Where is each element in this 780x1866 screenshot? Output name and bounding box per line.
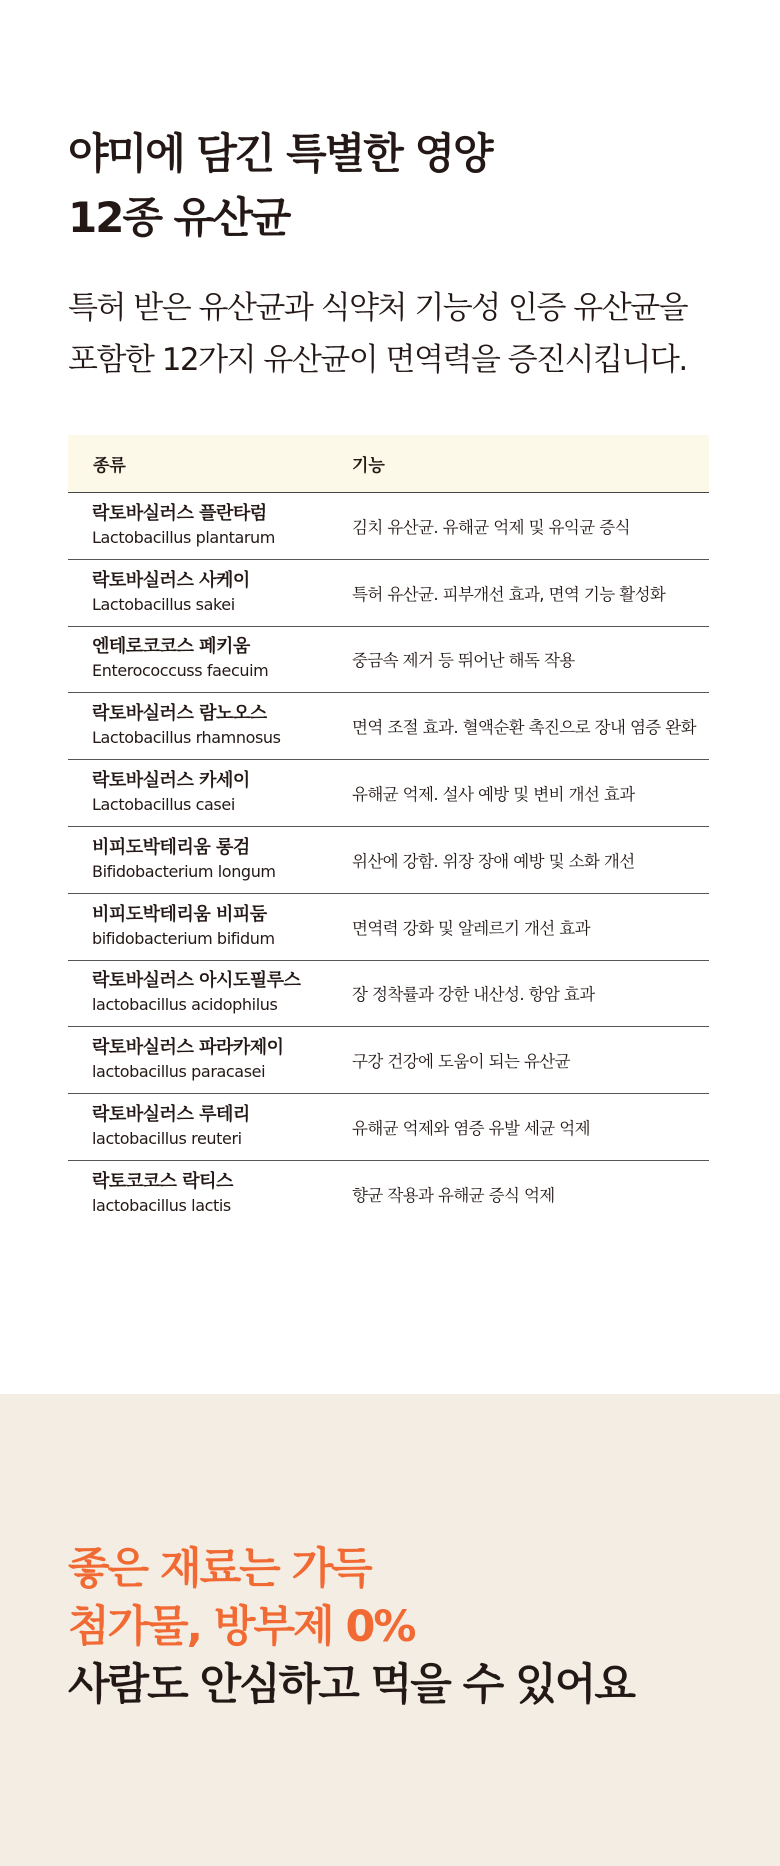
- strain-korean-name: 락토바실러스 카세이: [92, 770, 250, 792]
- promo-line-3: 사람도 안심하고 먹을 수 있어요: [68, 1660, 634, 1710]
- table-row: [68, 1027, 709, 1094]
- strain-korean-name: 락토바실러스 람노오스: [92, 703, 267, 725]
- strain-korean-name: 비피도박테리움 비피둠: [92, 903, 267, 925]
- strain-korean-name: 비피도박테리움 롱검: [92, 836, 250, 858]
- strain-function-cell: 중금속 제거 등 뛰어난 해독 작용: [352, 651, 575, 671]
- table-body: [68, 493, 709, 1228]
- strain-latin-name: Lactobacillus rhamnosus: [92, 728, 281, 748]
- strain-name-cell: [68, 569, 352, 617]
- table-row: [68, 760, 709, 827]
- strain-function-cell: 특허 유산균. 피부개선 효과, 면역 기능 활성화: [352, 584, 666, 604]
- strain-latin-name: Lactobacillus casei: [92, 795, 235, 815]
- strain-name-cell: [68, 836, 352, 884]
- strain-name-cell: [68, 1103, 352, 1151]
- strain-korean-name: 락토바실러스 아시도필루스: [92, 970, 301, 992]
- strain-korean-name: 락토바실러스 루테리: [92, 1104, 250, 1126]
- section-title: [68, 122, 492, 250]
- strain-name-cell: [68, 969, 352, 1017]
- header-type: 종류: [93, 456, 126, 476]
- description-line-2: 포함한 12가지 유산균이 면역력을 증진시킵니다.: [68, 342, 687, 378]
- strain-name-cell: [68, 502, 352, 550]
- title-line-1: 야미에 담긴 특별한 영양: [68, 129, 492, 178]
- table-row: [68, 1161, 709, 1228]
- strain-latin-name: lactobacillus lactis: [92, 1196, 231, 1216]
- strain-latin-name: bifidobacterium bifidum: [92, 928, 275, 948]
- table-row: [68, 827, 709, 894]
- table-row: [68, 961, 709, 1028]
- strain-korean-name: 락토바실러스 플란타럼: [92, 502, 267, 524]
- strain-korean-name: 락토바실러스 파라카제이: [92, 1037, 284, 1059]
- strain-name-cell: [68, 635, 352, 683]
- table-row: [68, 1094, 709, 1161]
- promo-headline: [68, 1540, 634, 1714]
- strain-function-cell: 장 정착률과 강한 내산성. 항암 효과: [352, 985, 595, 1005]
- strain-function-cell: 위산에 강함. 위장 장애 예방 및 소화 개선: [352, 851, 635, 871]
- strain-latin-name: lactobacillus reuteri: [92, 1129, 242, 1149]
- promo-line-2: 첨가물, 방부제 0%: [68, 1602, 415, 1652]
- strain-latin-name: Lactobacillus sakei: [92, 594, 235, 614]
- strain-latin-name: Enterococcuss faecuim: [92, 661, 269, 681]
- table-row: [68, 560, 709, 627]
- strain-function-cell: 유해균 억제. 설사 예방 및 변비 개선 효과: [352, 785, 635, 805]
- probiotics-table: [68, 435, 709, 1228]
- strain-name-cell: [68, 903, 352, 951]
- section-description: [68, 282, 687, 386]
- strain-function-cell: 면역력 강화 및 알레르기 개선 효과: [352, 918, 590, 938]
- description-line-1: 특허 받은 유산균과 식약처 기능성 인증 유산균을: [68, 290, 688, 326]
- header-function: 기능: [352, 456, 385, 476]
- strain-latin-name: Bifidobacterium longum: [92, 861, 276, 881]
- table-row: [68, 627, 709, 694]
- table-header: [68, 435, 709, 493]
- promo-line-1: 좋은 재료는 가득: [68, 1544, 371, 1594]
- promo-section: [0, 1394, 780, 1866]
- strain-name-cell: [68, 702, 352, 750]
- strain-korean-name: 락토코코스 락티스: [92, 1171, 233, 1193]
- table-row: [68, 894, 709, 961]
- table-row: [68, 693, 709, 760]
- strain-function-cell: 구강 건강에 도움이 되는 유산균: [352, 1052, 570, 1072]
- strain-name-cell: [68, 769, 352, 817]
- table-row: [68, 493, 709, 560]
- title-line-2: 12종 유산균: [68, 193, 290, 242]
- strain-latin-name: lactobacillus paracasei: [92, 1062, 266, 1082]
- strain-name-cell: [68, 1036, 352, 1084]
- strain-korean-name: 엔테로코코스 페키움: [92, 636, 250, 658]
- strain-function-cell: 김치 유산균. 유해균 억제 및 유익균 증식: [352, 517, 630, 537]
- strain-latin-name: Lactobacillus plantarum: [92, 527, 275, 547]
- strain-function-cell: 유해균 억제와 염증 유발 세균 억제: [352, 1119, 590, 1139]
- strain-latin-name: lactobacillus acidophilus: [92, 995, 278, 1015]
- strain-function-cell: 향균 작용과 유해균 증식 억제: [352, 1186, 555, 1206]
- strain-korean-name: 락토바실러스 사케이: [92, 569, 250, 591]
- strain-name-cell: [68, 1170, 352, 1218]
- strain-function-cell: 면역 조절 효과. 혈액순환 촉진으로 장내 염증 완화: [352, 718, 696, 738]
